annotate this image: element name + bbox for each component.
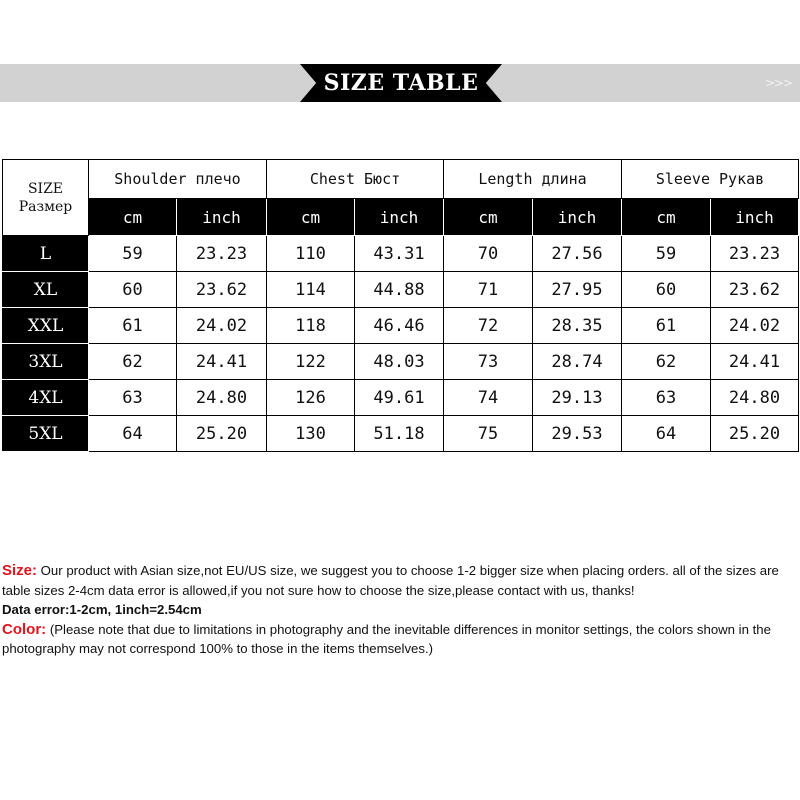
group-length: Length длина — [444, 160, 622, 199]
measurement-cell: 43.31 — [355, 236, 444, 272]
unit-header: inch — [355, 199, 444, 236]
table-row — [3, 272, 799, 308]
measurement-cell: 60 — [622, 272, 711, 308]
notes — [2, 561, 798, 659]
measurement-cell: 24.41 — [177, 344, 267, 380]
data-error-note: Data error:1-2cm, 1inch=2.54cm — [2, 602, 202, 617]
measurement-cell: 24.80 — [711, 380, 799, 416]
measurement-cell: 71 — [444, 272, 533, 308]
unit-header: cm — [444, 199, 533, 236]
size-header-cell — [3, 160, 89, 236]
measurement-cell: 60 — [89, 272, 177, 308]
measurement-cell: 25.20 — [177, 416, 267, 452]
measurement-cell: 130 — [267, 416, 355, 452]
measurement-cell: 28.35 — [533, 308, 622, 344]
measurement-cell: 61 — [622, 308, 711, 344]
measurement-cell: 24.80 — [177, 380, 267, 416]
size-table — [2, 159, 799, 452]
table-row — [3, 416, 799, 452]
measurement-cell: 62 — [89, 344, 177, 380]
measurement-cell: 122 — [267, 344, 355, 380]
measurement-cell: 24.02 — [177, 308, 267, 344]
measurement-cell: 23.62 — [177, 272, 267, 308]
measurement-cell: 72 — [444, 308, 533, 344]
size-label-cell: 3XL — [3, 344, 89, 380]
unit-header: cm — [622, 199, 711, 236]
table-row — [3, 380, 799, 416]
measurement-cell: 28.74 — [533, 344, 622, 380]
color-note — [2, 620, 798, 659]
measurement-cell: 110 — [267, 236, 355, 272]
unit-header: inch — [711, 199, 799, 236]
measurement-cell: 51.18 — [355, 416, 444, 452]
measurement-cell: 23.23 — [177, 236, 267, 272]
measurement-cell: 114 — [267, 272, 355, 308]
measurement-cell: 62 — [622, 344, 711, 380]
size-label-cell: 5XL — [3, 416, 89, 452]
table-row — [3, 236, 799, 272]
measurement-cell: 27.95 — [533, 272, 622, 308]
size-note-text: Our product with Asian size,not EU/US size, we suggest you to choose 1-2 bigger size when placing orders. all of the sizes are table sizes 2-4cm data error is allowed,if you not sure how to choose the size,please contact with us, thanks! — [2, 563, 779, 598]
measurement-cell: 75 — [444, 416, 533, 452]
unit-header: cm — [267, 199, 355, 236]
measurement-cell: 44.88 — [355, 272, 444, 308]
measurement-cell: 70 — [444, 236, 533, 272]
measurement-cell: 48.03 — [355, 344, 444, 380]
size-label-cell: XL — [3, 272, 89, 308]
measurement-cell: 61 — [89, 308, 177, 344]
size-label-cell: L — [3, 236, 89, 272]
measurement-cell: 126 — [267, 380, 355, 416]
group-shoulder: Shoulder плечо — [89, 160, 267, 199]
size-label-cell: XXL — [3, 308, 89, 344]
size-header-ru: Размер — [18, 198, 73, 215]
measurement-cell: 64 — [89, 416, 177, 452]
measurement-cell: 27.56 — [533, 236, 622, 272]
unit-header: inch — [177, 199, 267, 236]
table-row — [3, 344, 799, 380]
measurement-cell: 23.62 — [711, 272, 799, 308]
color-note-label: Color: — [2, 620, 47, 638]
measurement-cell: 23.23 — [711, 236, 799, 272]
group-sleeve: Sleeve Рукав — [622, 160, 799, 199]
measurement-cell: 25.20 — [711, 416, 799, 452]
table-row — [3, 308, 799, 344]
size-label-cell: 4XL — [3, 380, 89, 416]
measurement-cell: 73 — [444, 344, 533, 380]
color-note-text: (Please note that due to limitations in photography and the inevitable differences in monitor settings, the colors shown in the photography may not correspond 100% to those in the items themselves.) — [2, 621, 771, 656]
size-note-label: Size: — [2, 562, 38, 579]
measurement-cell: 29.53 — [533, 416, 622, 452]
size-header-en: SIZE — [27, 180, 64, 197]
measurement-cell: 46.46 — [355, 308, 444, 344]
measurement-cell: 24.41 — [711, 344, 799, 380]
unit-header: cm — [89, 199, 177, 236]
measurement-cell: 74 — [444, 380, 533, 416]
banner-arrows: >>> — [764, 76, 792, 90]
measurement-cell: 64 — [622, 416, 711, 452]
group-chest: Chest Бюст — [267, 160, 444, 199]
size-note — [2, 561, 798, 600]
measurement-cell: 29.13 — [533, 380, 622, 416]
page-title: SIZE TABLE — [323, 70, 479, 96]
measurement-cell: 59 — [622, 236, 711, 272]
measurement-cell: 63 — [89, 380, 177, 416]
measurement-cell: 118 — [267, 308, 355, 344]
measurement-cell: 63 — [622, 380, 711, 416]
measurement-cell: 24.02 — [711, 308, 799, 344]
unit-header: inch — [533, 199, 622, 236]
measurement-cell: 59 — [89, 236, 177, 272]
measurement-cell: 49.61 — [355, 380, 444, 416]
